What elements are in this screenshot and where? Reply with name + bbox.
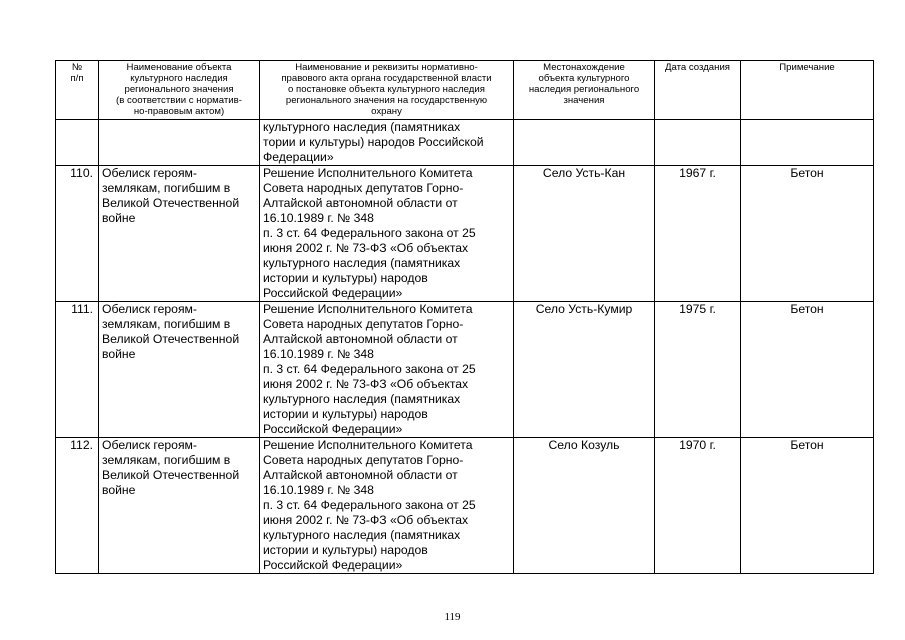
row-object-name bbox=[99, 302, 260, 438]
text-line: истории и культуры) народов bbox=[263, 271, 428, 285]
row-legal-act bbox=[260, 438, 514, 574]
monuments-table bbox=[55, 60, 874, 574]
continuation-location-cell bbox=[514, 120, 655, 166]
row-number: 110. bbox=[56, 166, 99, 302]
continuation-row bbox=[56, 120, 874, 166]
text-line: Российской Федерации» bbox=[263, 558, 403, 572]
text-line: 16.10.1989 г. № 348 bbox=[263, 483, 374, 497]
text-line: Великой Отечественной bbox=[102, 332, 240, 346]
text-line: № bbox=[71, 62, 83, 73]
header-object-name bbox=[99, 61, 260, 120]
table-header-row bbox=[56, 61, 874, 120]
text-line: правового акта органа государственной власти bbox=[281, 73, 492, 84]
continuation-number-cell bbox=[56, 120, 99, 166]
text-line: Российской Федерации» bbox=[263, 422, 403, 436]
text-line: п/п bbox=[70, 73, 84, 84]
row-note: Бетон bbox=[741, 438, 874, 574]
row-note: Бетон bbox=[741, 302, 874, 438]
text-line: объекта культурного bbox=[538, 73, 630, 84]
text-line: культурного наследия (памятниках bbox=[263, 256, 461, 270]
text-line: тории и культуры) народов Российской bbox=[263, 135, 484, 149]
header-creation-date bbox=[655, 61, 741, 120]
text-line: Обелиск героям- bbox=[102, 302, 197, 316]
row-location: Село Усть-Кан bbox=[514, 166, 655, 302]
header-legal-act bbox=[260, 61, 514, 120]
text-line: истории и культуры) народов bbox=[263, 407, 428, 421]
row-legal-act bbox=[260, 302, 514, 438]
continuation-name-cell bbox=[99, 120, 260, 166]
row-creation-date: 1967 г. bbox=[655, 166, 741, 302]
row-creation-date: 1975 г. bbox=[655, 302, 741, 438]
text-line: культурного наследия (памятниках bbox=[263, 392, 461, 406]
text-line: Алтайской автономной области от bbox=[263, 468, 458, 482]
text-line: Решение Исполнительного Комитета bbox=[263, 302, 473, 316]
text-line: истории и культуры) народов bbox=[263, 543, 428, 557]
table-row bbox=[56, 302, 874, 438]
header-number bbox=[56, 61, 99, 120]
text-line: Решение Исполнительного Комитета bbox=[263, 166, 473, 180]
row-note: Бетон bbox=[741, 166, 874, 302]
row-object-name bbox=[99, 438, 260, 574]
text-line: наследия регионального bbox=[528, 84, 640, 95]
text-line: июня 2002 г. № 73-ФЗ «Об объектах bbox=[263, 513, 469, 527]
text-line: культурного наследия (памятниках bbox=[263, 120, 461, 134]
text-line: Великой Отечественной bbox=[102, 196, 240, 210]
continuation-act-cell bbox=[260, 120, 514, 166]
row-number: 112. bbox=[56, 438, 99, 574]
text-line: Российской Федерации» bbox=[263, 286, 403, 300]
text-line: о постановке объекта культурного наследия bbox=[288, 84, 485, 95]
text-line: но-правовым актом) bbox=[133, 106, 225, 117]
text-line: охрану bbox=[371, 106, 402, 117]
text-line: (в соответствии с норматив- bbox=[116, 95, 242, 106]
row-location: Село Козуль bbox=[514, 438, 655, 574]
row-legal-act bbox=[260, 166, 514, 302]
text-line: Дата создания bbox=[664, 62, 730, 73]
text-line: войне bbox=[102, 347, 136, 361]
text-line: регионального значения bbox=[124, 84, 234, 95]
text-line: Примечание bbox=[779, 62, 835, 73]
text-line: землякам, погибшим в bbox=[102, 453, 231, 467]
row-location: Село Усть-Кумир bbox=[514, 302, 655, 438]
text-line: культурного наследия (памятниках bbox=[263, 528, 461, 542]
header-location bbox=[514, 61, 655, 120]
text-line: Обелиск героям- bbox=[102, 166, 197, 180]
text-line: Обелиск героям- bbox=[102, 438, 197, 452]
row-number: 111. bbox=[56, 302, 99, 438]
text-line: п. 3 ст. 64 Федерального закона от 25 bbox=[263, 362, 476, 376]
text-line: землякам, погибшим в bbox=[102, 181, 231, 195]
text-line: землякам, погибшим в bbox=[102, 317, 231, 331]
text-line: 16.10.1989 г. № 348 bbox=[263, 211, 374, 225]
text-line: п. 3 ст. 64 Федерального закона от 25 bbox=[263, 226, 476, 240]
text-line: Алтайской автономной области от bbox=[263, 196, 458, 210]
continuation-note-cell bbox=[741, 120, 874, 166]
table-row bbox=[56, 438, 874, 574]
text-line: значения bbox=[563, 95, 605, 106]
text-line: Великой Отечественной bbox=[102, 468, 240, 482]
text-line: Наименование и реквизиты нормативно- bbox=[295, 62, 478, 73]
header-note bbox=[741, 61, 874, 120]
text-line: Алтайской автономной области от bbox=[263, 332, 458, 346]
text-line: Совета народных депутатов Горно- bbox=[263, 317, 464, 331]
text-line: п. 3 ст. 64 Федерального закона от 25 bbox=[263, 498, 476, 512]
text-line: июня 2002 г. № 73-ФЗ «Об объектах bbox=[263, 377, 469, 391]
row-creation-date: 1970 г. bbox=[655, 438, 741, 574]
text-line: 16.10.1989 г. № 348 bbox=[263, 347, 374, 361]
continuation-date-cell bbox=[655, 120, 741, 166]
row-object-name bbox=[99, 166, 260, 302]
text-line: войне bbox=[102, 211, 136, 225]
text-line: Наименование объекта bbox=[126, 62, 232, 73]
text-line: июня 2002 г. № 73-ФЗ «Об объектах bbox=[263, 241, 469, 255]
text-line: Федерации» bbox=[263, 150, 334, 164]
text-line: войне bbox=[102, 483, 136, 497]
text-line: регионального значения на государственную bbox=[285, 95, 488, 106]
page-number: 119 bbox=[444, 611, 461, 623]
text-line: Решение Исполнительного Комитета bbox=[263, 438, 473, 452]
text-line: Совета народных депутатов Горно- bbox=[263, 181, 464, 195]
text-line: Местонахождение bbox=[543, 62, 625, 73]
text-line: культурного наследия bbox=[130, 73, 228, 84]
table-row bbox=[56, 166, 874, 302]
text-line: Совета народных депутатов Горно- bbox=[263, 453, 464, 467]
